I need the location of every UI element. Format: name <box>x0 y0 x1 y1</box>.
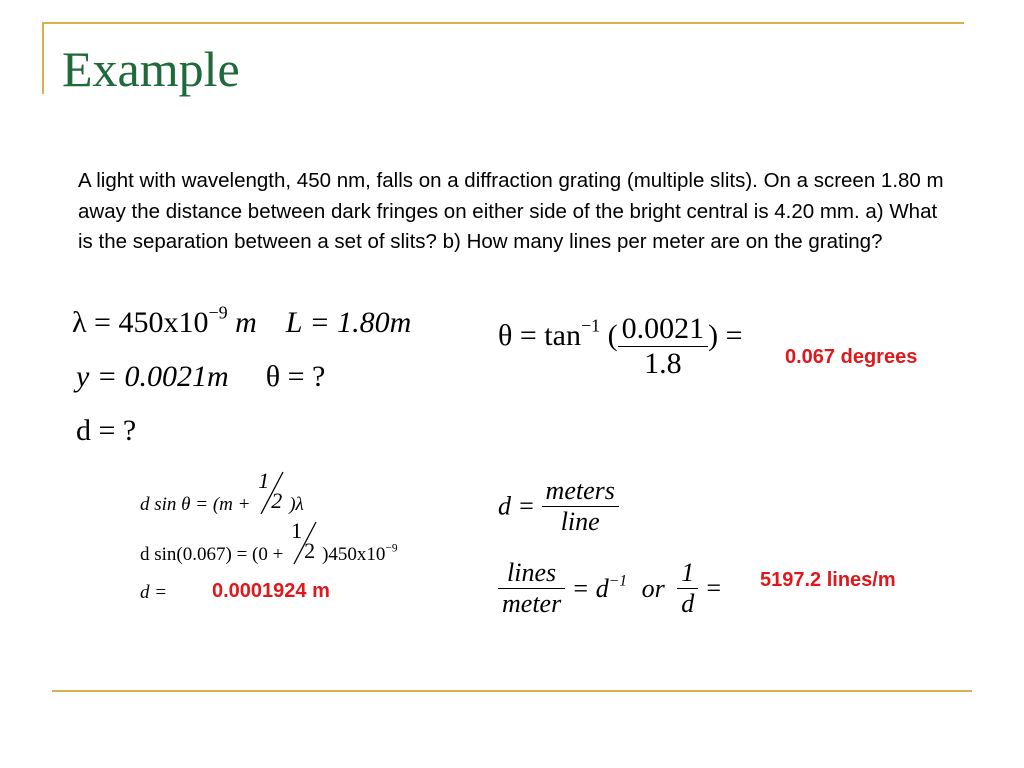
frame-top-line <box>42 22 964 24</box>
theta-denominator: 1.8 <box>644 347 682 380</box>
given-L: L = 1.80m <box>285 306 412 339</box>
lines-answer: 5197.2 lines/m <box>760 569 896 591</box>
d-answer: 0.0001924 m <box>212 580 330 602</box>
given-y: y = 0.0021m <box>76 360 229 393</box>
half-fraction-1: 1 2 <box>258 468 283 513</box>
frame-left-line <box>42 22 44 94</box>
theta-equation: $\theta = \tan^{-1}$ ( $\frac{0.0021}{1.8}$ ) = <box>498 312 743 380</box>
given-y-row <box>76 360 325 394</box>
slide-title: Example <box>62 41 240 97</box>
given-d: d = ? <box>76 414 137 447</box>
frame-bottom-line <box>52 690 972 692</box>
lines-per-meter-eq: $\frac{\text{lines}}{\text{meter}}$ = $d^{-1}$ or $\frac{1}{d}$ = <box>498 558 722 619</box>
theta-answer: 0.067 degrees <box>785 346 918 368</box>
given-theta: θ = ? <box>265 360 326 393</box>
d-meters-per-line: d = $\frac{\text{meters}}{\text{line}}$ <box>498 476 619 537</box>
d-eq-line2: d sin(0.067) = (0 + 1 2 )$450x10^{-9}$ <box>140 532 398 572</box>
d-eq-line3: d = <box>140 582 168 603</box>
d-eq-line1: d sin θ = (m + 1 2 )λ <box>140 482 304 522</box>
half-fraction-2: 1 2 <box>291 518 316 563</box>
problem-text: A light with wavelength, 450 nm, falls on a diffraction grating (multiple slits). On a screen 1.80 m away the distance between dark fringes on either side of the bright central is 4.20 mm. a) What is the separation between a set of slits? b) How many lines per meter are on the grating? <box>78 169 944 253</box>
given-lambda: $\lambda = 450x10^{-9}$ m L = 1.80m <box>72 302 412 339</box>
theta-numerator: 0.0021 <box>618 312 709 347</box>
